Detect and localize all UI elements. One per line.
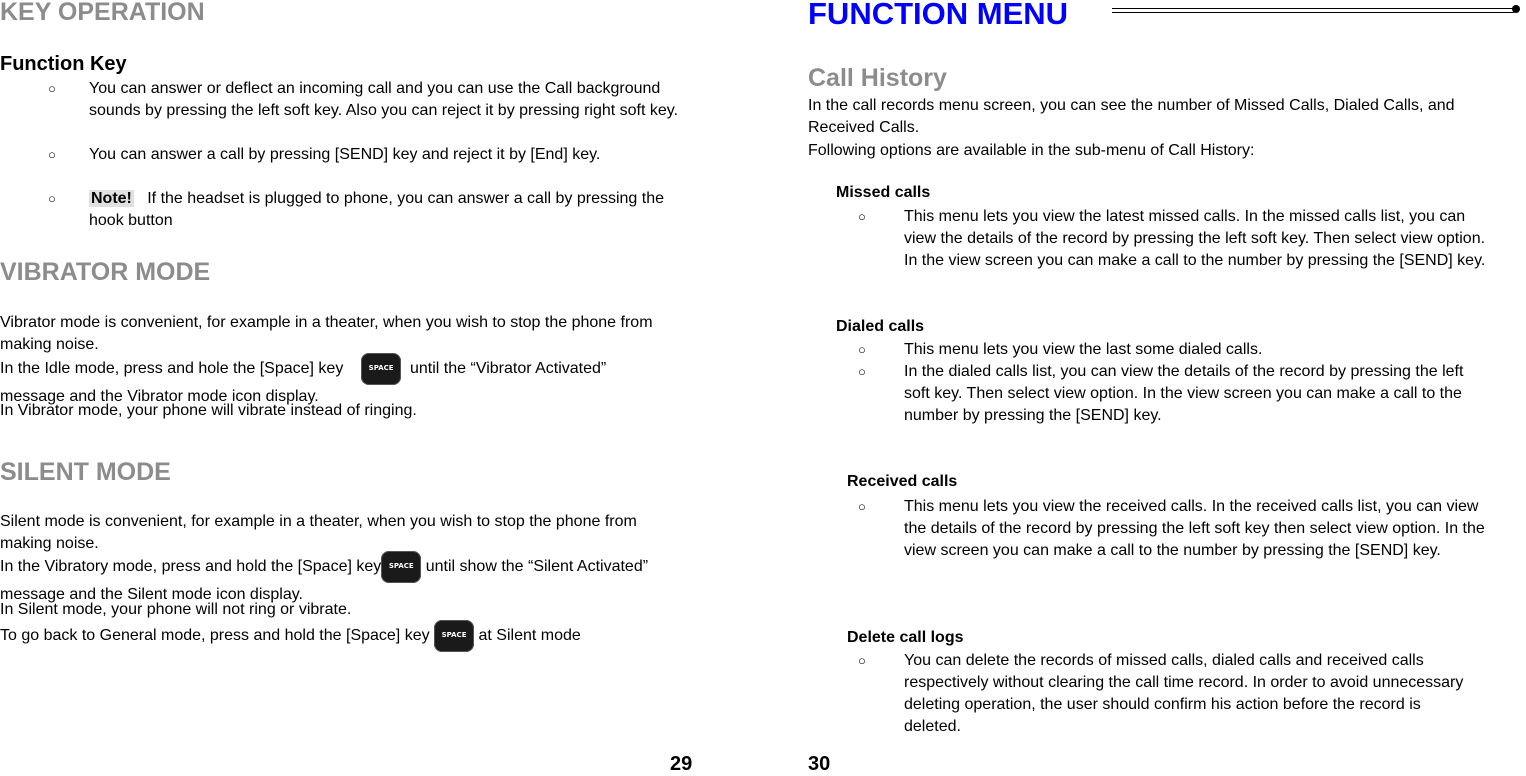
function-key-heading: Function Key <box>0 53 127 75</box>
vibrator-paragraph-3: In Vibrator mode, your phone will vibrate instead of ringing. <box>0 402 417 419</box>
silent-paragraph-2 <box>0 551 672 606</box>
bullet-circle-icon: ○ <box>858 209 866 224</box>
call-history-title: Call History <box>808 64 947 92</box>
rule-end-dot-icon <box>1512 5 1520 13</box>
silent-paragraph-3: In Silent mode, your phone will not ring or vibrate. <box>0 601 352 618</box>
left-page <box>0 0 700 775</box>
dialed-calls-bullet-2: In the dialed calls list, you can view the details of the record by pressing the left soft key. Then select view option. In the view screen you can make a call to the number by pressing the [SEND] key. <box>904 363 1464 424</box>
bullet-circle-icon: ○ <box>48 81 56 96</box>
silent-p2-text-a: In the Vibratory mode, press and hold the [Space] key <box>0 558 382 576</box>
dialed-calls-bullet-1: This menu lets you view the last some dialed calls. <box>904 341 1263 358</box>
silent-paragraph-1: Silent mode is convenient, for example in a theater, when you wish to stop the phone from making noise. <box>0 513 637 552</box>
received-calls-bullet-1: This menu lets you view the received calls. In the received calls list, you can view the details of the record by pressing the left soft key then select view option. In the view screen you can make a call to the number by pressing the [SEND] key. <box>904 498 1485 559</box>
silent-p4-text-a: To go back to General mode, press and hold the [Space] key <box>0 627 430 645</box>
note-text: If the headset is plugged to phone, you can answer a call by pressing the hook button <box>89 190 665 229</box>
vibrator-p2-text-b: until the “Vibrator Activated” message and the Vibrator mode icon display. <box>0 360 607 405</box>
title-rule <box>1112 8 1514 13</box>
call-history-intro: In the call records menu screen, you can see the number of Missed Calls, Dialed Calls, and Received Calls. <box>808 97 1455 136</box>
bullet-circle-icon: ○ <box>858 364 866 379</box>
function-key-bullet-1: You can answer or deflect an incoming call and you can use the Call background sounds by pressing the left soft key. Also you can reject it by pressing right soft key. <box>89 80 679 119</box>
vibrator-mode-title: VIBRATOR MODE <box>0 258 211 286</box>
space-key-label: SPACE <box>388 562 414 570</box>
space-key-icon <box>381 551 421 583</box>
silent-p4-text-b: at Silent mode <box>478 627 581 645</box>
note-label: Note! <box>91 190 132 207</box>
vibrator-p2-text-a: In the Idle mode, press and hole the [Space] key <box>0 360 344 378</box>
silent-mode-title: SILENT MODE <box>0 458 171 486</box>
bullet-circle-icon: ○ <box>858 342 866 357</box>
call-history-intro-2: Following options are available in the sub-menu of Call History: <box>808 142 1255 159</box>
vibrator-paragraph-1: Vibrator mode is convenient, for example in a theater, when you wish to stop the phone from making noise. <box>0 314 653 353</box>
received-calls-heading: Received calls <box>847 473 958 490</box>
space-key-label: SPACE <box>441 631 467 639</box>
bullet-circle-icon: ○ <box>48 191 56 206</box>
page-number-left: 29 <box>670 753 693 775</box>
function-key-bullet-2: You can answer a call by pressing [SEND] key and reject it by [End] key. <box>89 146 601 163</box>
key-operation-title: KEY OPERATION <box>0 0 205 26</box>
right-page <box>806 0 1526 775</box>
bullet-circle-icon: ○ <box>858 653 866 668</box>
silent-p2-text-b: until show the “Silent Activated” message and the Silent mode icon display. <box>0 558 649 603</box>
page-number-right: 30 <box>808 753 831 775</box>
delete-call-logs-heading: Delete call logs <box>847 629 964 646</box>
silent-paragraph-4 <box>0 620 672 652</box>
space-key-icon <box>361 353 401 385</box>
space-key-icon <box>434 620 474 652</box>
bullet-circle-icon: ○ <box>858 499 866 514</box>
missed-calls-bullet-1: This menu lets you view the latest missed calls. In the missed calls list, you can view the details of the record by pressing the left soft key. Then select view option. In the view screen you can make a call to the number by pressing the [SEND] key. <box>904 208 1486 269</box>
missed-calls-heading: Missed calls <box>836 184 931 201</box>
delete-call-logs-bullet-1: You can delete the records of missed calls, dialed calls and received calls respectively without clearing the call time record. In order to avoid unnecessary deleting operation, the user should confirm his action before the record is deleted. <box>904 652 1464 735</box>
bullet-circle-icon: ○ <box>48 147 56 162</box>
dialed-calls-heading: Dialed calls <box>836 318 925 335</box>
function-menu-title: FUNCTION MENU <box>808 0 1069 31</box>
space-key-label: SPACE <box>368 364 394 372</box>
